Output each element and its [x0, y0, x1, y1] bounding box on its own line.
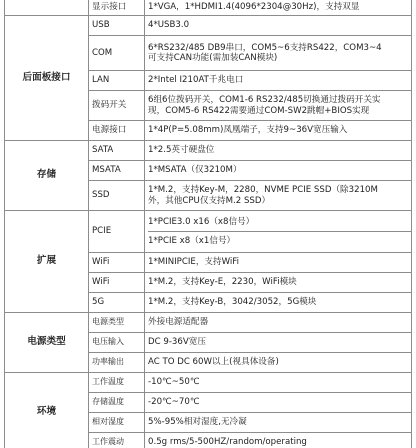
spec-value: [145, 181, 412, 211]
spec-value: [145, 413, 412, 433]
spec-value: [145, 91, 412, 121]
spec-label: WiFi: [89, 273, 145, 293]
spec-value: [145, 353, 412, 373]
spec-value-line: 外，其他CPU仅支持M.2 SSD）: [148, 195, 271, 206]
category-cell: 电源类型: [5, 313, 89, 373]
spec-label: 电压输入: [89, 333, 145, 353]
spec-value: [145, 433, 412, 448]
spec-label: LAN: [89, 71, 145, 91]
spec-value-line: 现，COM5-6 RS422需要通过COM-SW2跳帽+BIOS实现: [148, 105, 370, 116]
spec-value: [145, 141, 412, 161]
category-cell: 扩展: [5, 211, 89, 313]
spec-label: 显示接口: [89, 0, 145, 16]
spec-value-line: 1*M.2，支持Key-M，2280，NVME PCIE SSD（除3210M: [148, 185, 378, 195]
spec-label: 存储温度: [89, 393, 145, 413]
spec-value-line: 1*M.2，支持Key-B，3042/3052，5G模块: [148, 297, 317, 308]
spec-value-line: 5%-95%相对湿度,无冷凝: [148, 417, 247, 428]
spec-value-line: -10℃~50℃: [148, 377, 200, 388]
spec-table: [4, 0, 412, 448]
spec-value-line: 1*VGA，1*HDMI1.4(4096*2304@30Hz)，支持双显: [148, 2, 360, 13]
spec-value: [145, 36, 412, 71]
category-cell: 后面板接口: [5, 16, 89, 141]
spec-value-line: 1*PCIE x8（x1信号）: [148, 231, 411, 251]
spec-value-line: 2*Intel I210AT千兆电口: [148, 75, 244, 86]
spec-value-line: 可支持CAN功能(需加装CAN模块): [148, 53, 278, 63]
spec-label: SSD: [89, 181, 145, 211]
spec-label: SATA: [89, 141, 145, 161]
spec-value-line: 1*2.5英寸硬盘位: [148, 145, 215, 156]
spec-label: 工作震动: [89, 433, 145, 448]
spec-label: 电源类型: [89, 313, 145, 333]
spec-value-line: 6*RS232/485 DB9串口，COM5~6支持RS422，COM3~4: [148, 42, 382, 53]
spec-value: [145, 161, 412, 181]
spec-value: [145, 16, 412, 36]
category-cell: 存储: [5, 141, 89, 211]
spec-label: USB: [89, 16, 145, 36]
spec-value-line: DC 9-36V宽压: [148, 337, 206, 348]
spec-value-line: 0.5g rms/5-500HZ/random/operating: [148, 437, 307, 448]
category-cell: 环境: [5, 373, 89, 448]
spec-value-line: 1*M.2，支持Key-E，2230，WiFi模块: [148, 277, 297, 288]
spec-value: [145, 333, 412, 353]
spec-label: 工作温度: [89, 373, 145, 393]
spec-value: [145, 313, 412, 333]
spec-value-line: 1*MSATA（仅3210M）: [148, 165, 242, 176]
spec-value: [145, 273, 412, 293]
table-row: [5, 141, 412, 161]
spec-label: 相对湿度: [89, 413, 145, 433]
spec-value-line: -20℃~70℃: [148, 397, 200, 408]
spec-value-line: 4*USB3.0: [148, 20, 190, 31]
spec-label: 电源接口: [89, 121, 145, 141]
table-row: [5, 373, 412, 393]
category-cell: [5, 0, 89, 16]
spec-value-line: 1*PCIE3.0 x16（x8信号）: [148, 216, 255, 227]
spec-value: [145, 71, 412, 91]
spec-label: PCIE: [89, 211, 145, 253]
spec-label: 拨码开关: [89, 91, 145, 121]
spec-value-line: 1*4P(P=5.08mm)凤凰端子，支持9~36V宽压输入: [148, 125, 348, 136]
spec-value: [145, 211, 412, 253]
spec-label: COM: [89, 36, 145, 71]
spec-value-line: 1*MINIPCIE，支持WiFi: [148, 257, 240, 268]
spec-value: [145, 253, 412, 273]
table-row: [5, 211, 412, 253]
spec-label: MSATA: [89, 161, 145, 181]
spec-label: 5G: [89, 293, 145, 313]
spec-value-line: 6组6位拨码开关，COM1-6 RS232/485切换通过拨码开关实: [148, 95, 381, 105]
spec-label: WiFi: [89, 253, 145, 273]
table-row: [5, 0, 412, 16]
spec-value: [145, 373, 412, 393]
spec-label: 功率输出: [89, 353, 145, 373]
spec-value: [145, 293, 412, 313]
table-row: [5, 16, 412, 36]
spec-table-body: [5, 0, 412, 448]
spec-value-line: 外接电源适配器: [148, 317, 209, 328]
table-row: [5, 313, 412, 333]
spec-value-line: AC TO DC 60W以上(视具体设备): [148, 357, 279, 368]
spec-value: [145, 0, 412, 16]
spec-value: [145, 393, 412, 413]
spec-value: [145, 121, 412, 141]
